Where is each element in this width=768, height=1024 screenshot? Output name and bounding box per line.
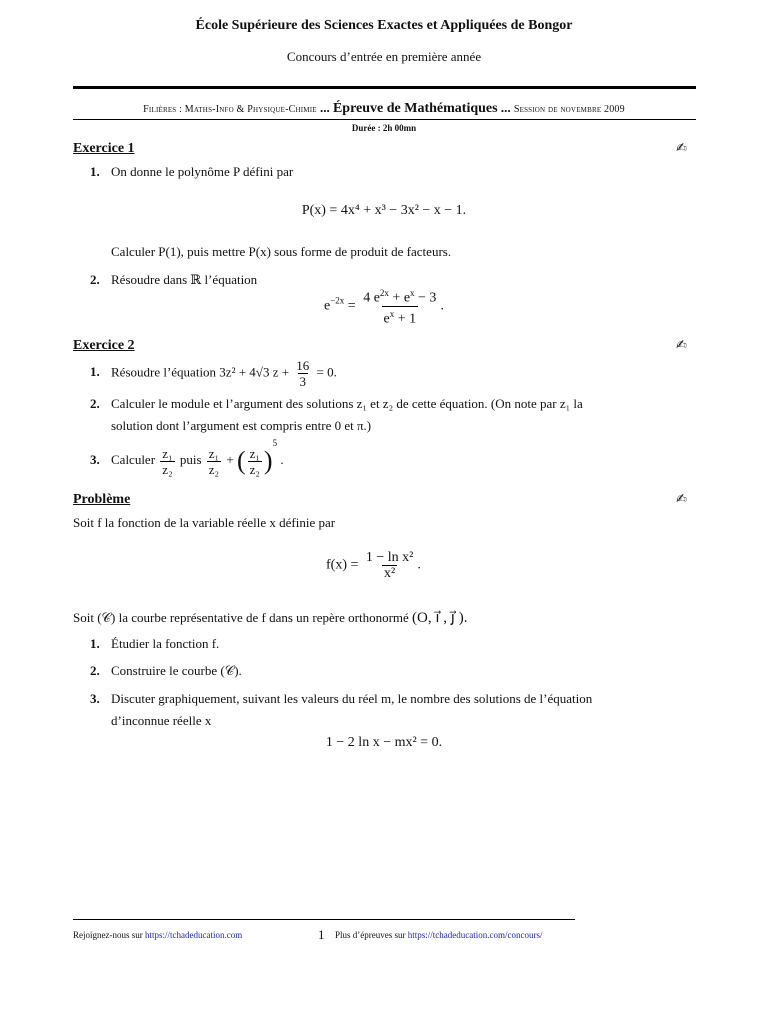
- ex2-q1-frac-num: 16: [296, 358, 310, 373]
- exam-info-line: [0, 100, 768, 117]
- footer-join: [73, 930, 242, 940]
- ex1-eq-num-exp: 2x: [379, 288, 389, 298]
- prob-q1-text: Étudier la fonction f.: [111, 636, 220, 651]
- ex2-q1-number: 1.: [90, 364, 100, 380]
- school-name: École Supérieure des Sciences Exactes et Appliquées de Bongor: [195, 18, 573, 33]
- ex2-q2-text: Calculer le module et l’argument des solutions z₁ et z₂ de cette équation. (On note par z₁ la: [111, 396, 583, 411]
- ex1-q1-followup: Calculer P(1), puis mettre P(x) sous forme de produit de facteurs.: [111, 244, 452, 259]
- ex1-eq-lhs-exp: −2x: [330, 295, 345, 306]
- ex1-question-1: [90, 164, 293, 180]
- exercice-2-title: Exercice 2: [73, 338, 135, 353]
- probleme-function: f(x) = $\frac{\text{1 − ln x²}}{\text{x²}}$ .: [326, 550, 421, 581]
- ex2-q3-exponent: 5: [272, 438, 278, 448]
- ex2-question-2: [90, 396, 696, 412]
- ex2-q3-fraction-b: [207, 446, 221, 477]
- footer-more-link[interactable]: https://tchadeducation.com/concours/: [407, 930, 543, 940]
- ex2-q3-paren-close: ): [263, 446, 273, 476]
- pen-writing-icon: ✍: [676, 492, 687, 507]
- ex1-q1-number: 1.: [90, 164, 100, 179]
- filieres-label: Filières : Maths-Info & Physique-Chimie: [143, 104, 317, 115]
- probleme-courbe-line: [73, 608, 467, 627]
- repere-notation: (O, i⃗ , j⃗ ).: [412, 610, 468, 626]
- footer-rule: [73, 919, 575, 920]
- prob-question-1: [90, 636, 219, 652]
- dots-left: ...: [319, 100, 330, 115]
- header-rule: [73, 86, 696, 89]
- footer-join-label: Rejoignez-nous sur: [73, 930, 143, 940]
- contest-title: Concours d’entrée en première année: [286, 49, 482, 64]
- prob-question-3: [90, 691, 696, 707]
- ex2-q3-frac-a-den: z₂: [162, 461, 173, 477]
- ex2-q3-text: Calculer: [111, 452, 156, 467]
- pen-writing-icon: ✍: [676, 141, 687, 156]
- ex2-q1-tail: = 0.: [316, 364, 337, 380]
- probleme-title: Problème: [73, 492, 131, 507]
- footer-more-label: Plus d’épreuves sur: [335, 930, 406, 940]
- f-fraction-den: x²: [384, 566, 396, 581]
- prob-question-2: [90, 663, 242, 679]
- ex2-q1-text: Résoudre l’équation 3z² + 4√3 z +: [111, 364, 290, 380]
- ex2-q3-frac-c-num: z₁: [249, 445, 260, 461]
- ex1-equation: $e^{-2x}$ = $\frac{4 e^{2x} + e^x - 3}{e^x + 1}$ .: [324, 288, 444, 327]
- ex2-q3-frac-a-num: z₁: [162, 445, 173, 461]
- prob-q3-text: Discuter graphiquement, suivant les valeurs du réel m, le nombre des solutions de l’équation: [111, 691, 593, 706]
- ex1-eq-den-a: e: [383, 311, 390, 327]
- f-fraction: [364, 550, 415, 581]
- ex2-q3-number: 3.: [90, 452, 100, 467]
- ex2-q1-frac-den: 3: [299, 374, 307, 389]
- ex1-q2-number: 2.: [90, 272, 100, 287]
- ex2-q2-text-line2: solution dont l’argument est compris entre 0 et π.): [111, 418, 372, 433]
- prob-q2-text: Construire le courbe (𝒞).: [111, 663, 242, 678]
- prob-q1-number: 1.: [90, 636, 100, 651]
- pen-writing-icon: ✍: [676, 338, 687, 353]
- prob-q3-text-line2: d’inconnue réelle x: [111, 713, 212, 728]
- ex1-eq-fraction: [361, 286, 438, 326]
- ex1-eq-den-exp: x: [389, 308, 395, 319]
- ex2-q3-fraction-a: [160, 446, 174, 477]
- ex1-q1-text: On donne le polynôme P défini par: [111, 164, 294, 179]
- ex2-question-1: [90, 358, 337, 389]
- ex1-polynomial: P(x) = 4x⁴ + x³ − 3x² − x − 1.: [301, 203, 467, 218]
- ex2-q2-number: 2.: [90, 396, 100, 411]
- ex1-q2-text: Résoudre dans ℝ l’équation: [111, 272, 258, 287]
- prob-q3-number: 3.: [90, 691, 100, 706]
- ex1-eq-den-b: + 1: [394, 311, 417, 327]
- epreuve-title: Épreuve de Mathématiques: [332, 101, 498, 116]
- ex2-q1-fraction: [294, 358, 311, 389]
- ex2-q3-frac-c-den: z₂: [249, 461, 260, 477]
- duration: Durée : 2h 00mn: [351, 123, 417, 133]
- prob-q2-number: 2.: [90, 663, 100, 678]
- ex2-q3-frac-b-num: z₁: [208, 445, 220, 461]
- ex2-question-3: 3. Calculer $\frac{\text{z₁}}{\text{z₂}}$ puis $\frac{\text{z₁}}{\text{z₂}}$ + ( $\frac{\text{z₁}}{\text{z₂}}$ )$^5$ .: [90, 438, 284, 477]
- ex1-eq-num-a: 4 e: [363, 290, 380, 306]
- ex2-q3-frac-b-den: z₂: [208, 461, 220, 477]
- footer-more: [335, 930, 542, 940]
- page-number: 1: [318, 927, 325, 942]
- footer-join-link[interactable]: https://tchadeducation.com: [145, 930, 243, 940]
- ex1-eq-num-exp2: x: [410, 288, 415, 298]
- ex1-eq-lhs: e: [324, 298, 331, 314]
- ex1-eq-num-c: − 3: [414, 290, 437, 306]
- subheader-rule: [73, 119, 696, 120]
- ex2-q3-puis: puis: [179, 452, 202, 467]
- session-label: Session de novembre 2009: [513, 104, 625, 115]
- ex1-eq-num-b: + e: [388, 290, 411, 306]
- prob-q3-equation: 1 − 2 ln x − mx² = 0.: [325, 735, 443, 750]
- ex2-q3-paren-open: (: [236, 446, 246, 476]
- dots-right: ...: [500, 100, 511, 115]
- courbe-text: Soit (𝒞) la courbe représentative de f dans un repère orthonormé: [73, 610, 409, 625]
- ex2-q3-fraction-c: [248, 446, 262, 477]
- exercice-1-title: Exercice 1: [73, 141, 135, 156]
- f-lhs: f(x) =: [326, 557, 359, 573]
- probleme-intro: Soit f la fonction de la variable réelle x définie par: [73, 515, 336, 530]
- ex1-question-2: [90, 272, 257, 288]
- f-fraction-num: 1 − ln x²: [365, 550, 414, 565]
